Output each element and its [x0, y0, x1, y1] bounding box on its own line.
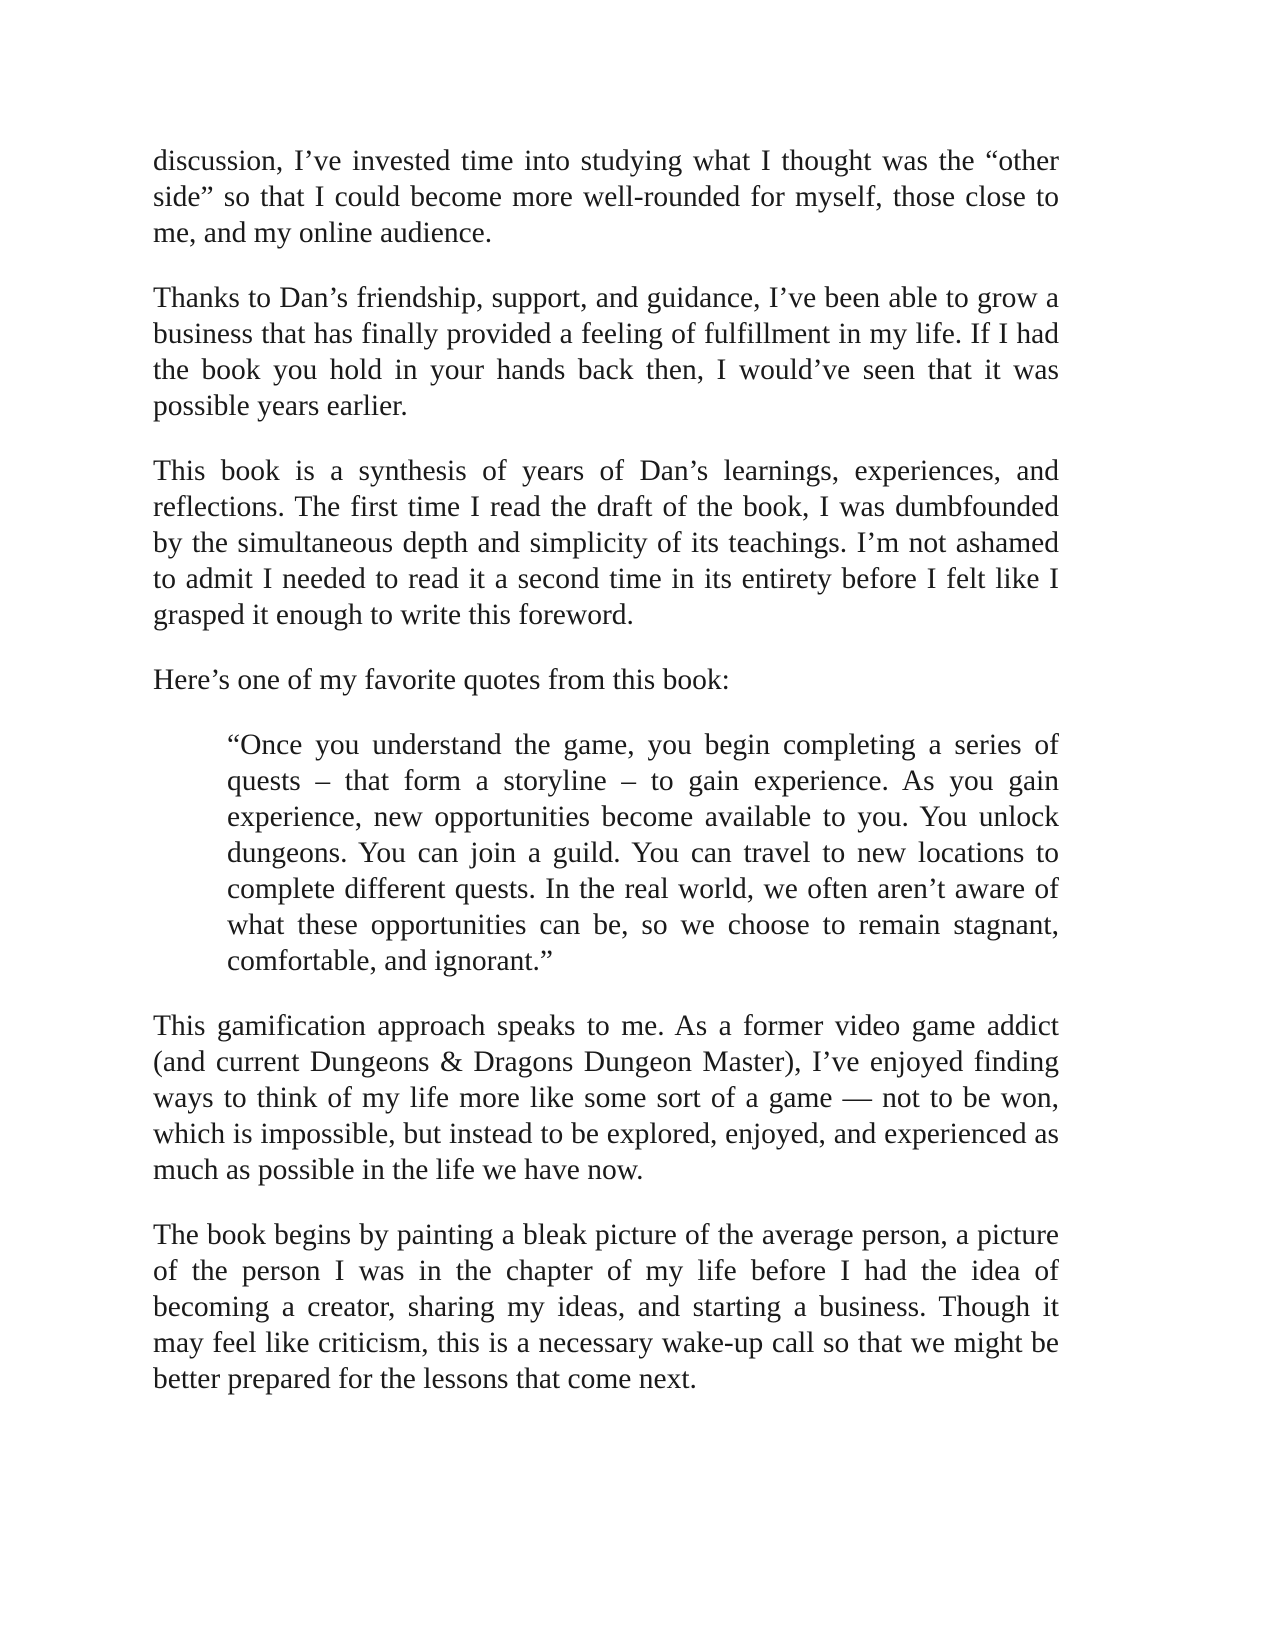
paragraph-thanks-to-dan: Thanks to Dan’s friendship, support, and guidance, I’ve been able to grow a business that has finally provided a feeling of fulfillment in my life. If I had the book you hold in your hands back then, I would’ve seen that it was possible years earlier. [153, 282, 1059, 422]
paragraph-synthesis: This book is a synthesis of years of Dan’s learnings, experiences, and reflections. The first time I read the draft of the book, I was dumbfounded by the simultaneous depth and simplicity of its teachings. I’m not ashamed to admit I needed to read it a second time in its entirety before I felt like I grasped it enough to write this foreword. [153, 455, 1059, 631]
paragraph-discussion: discussion, I’ve invested time into studying what I thought was the “other side” so that I could become more well-rounded for myself, those close to me, and my online audience. [153, 145, 1059, 249]
document-page [153, 143, 1059, 1426]
paragraph-gamification: This gamification approach speaks to me. As a former video game addict (and current Dungeons & Dragons Dungeon Master), I’ve enjoyed finding ways to think of my life more like some sort of a game — not to be won, which is impossible, but instead to be explored, enjoyed, and experienced as much as possible in the life we have now. [153, 1010, 1059, 1186]
paragraph-bleak-picture: The book begins by painting a bleak picture of the average person, a picture of the person I was in the chapter of my life before I had the idea of becoming a creator, sharing my ideas, and starting a business. Though it may feel like criticism, this is a necessary wake-up call so that we might be better prepared for the lessons that come next. [153, 1219, 1059, 1395]
block-quote: “Once you understand the game, you begin completing a series of quests – that form a storyline – to gain experience. As you gain experience, new opportunities become available to you. You unlock dungeons. You can join a guild. You can travel to new locations to complete different quests. In the real world, we often aren’t aware of what these opportunities can be, so we choose to remain stagnant, comfortable, and ignorant.” [227, 729, 1059, 977]
paragraph-favorite-quote-intro: Here’s one of my favorite quotes from this book: [153, 664, 730, 696]
